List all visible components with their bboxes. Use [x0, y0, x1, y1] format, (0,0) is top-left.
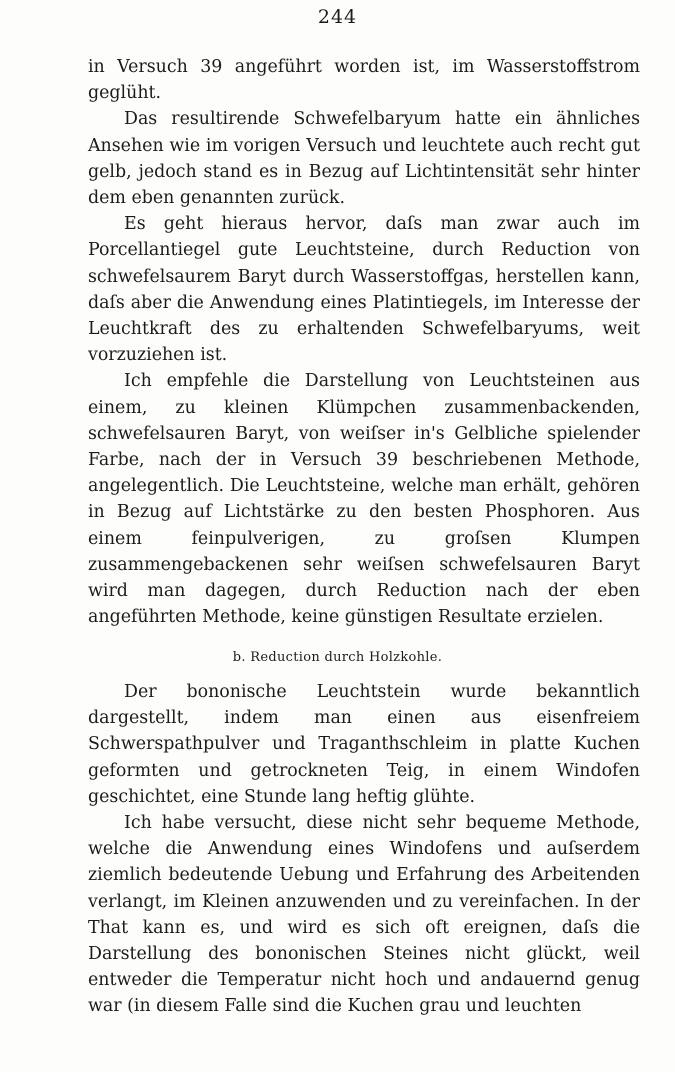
paragraph: Das resultirende Schwefelbaryum hatte ein ähnliches Ansehen wie im vorigen Versuch und leuchtete auch recht gut gelb, jedoch stand es in Bezug auf Lichtintensität sehr hinter dem eben genannten zurück.: [88, 109, 640, 209]
page-number: 244: [317, 6, 358, 28]
section-subheading: b. Reduction durch Holzkohle.: [232, 650, 443, 665]
paragraph: Ich habe versucht, diese nicht sehr bequeme Methode, welche die Anwendung eines Windofens und auſserdem ziemlich bedeutende Uebung und Erfahrung des Arbeitenden verlangt, im Kleinen anzuwenden und zu vereinfachen. In der That kann es, und wird es sich oft ereignen, daſs die Darstellung des bononischen Steines nicht glückt, weil entweder die Temperatur nicht hoch und andauernd genug war (in diesem Falle sind die Kuchen grau und leuchten: [88, 813, 640, 1017]
paragraph: Ich empfehle die Darstellung von Leuchtsteinen aus einem, zu kleinen Klümpchen zusammenbackenden, schwefelsauren Baryt, von weiſser in's Gelbliche spielender Farbe, nach der in Versuch 39 beschriebenen Methode, angelegentlich. Die Leuchtsteine, welche man erhält, gehören in Bezug auf Lichtstärke zu den besten Phosphoren. Aus einem feinpulverigen, zu groſsen Klumpen zusammengebackenen sehr weiſsen schwefelsauren Baryt wird man dagegen, durch Reduction nach der eben angeführten Methode, keine günstigen Resultate erzielen.: [88, 371, 640, 628]
paragraph: Der bononische Leuchtstein wurde bekanntlich dargestellt, indem man einen aus eisenfreiem Schwerspathpulver und Traganthschleim in platte Kuchen geformten und getrockneten Teig, in einem Windofen geschichtet, eine Stunde lang heftig glühte.: [88, 682, 640, 807]
text-section-two: [88, 679, 640, 1020]
paragraph: in Versuch 39 angeführt worden ist, im Wasserstoffstrom geglüht.: [88, 57, 640, 104]
text-section-one: [88, 54, 640, 630]
paragraph: Es geht hieraus hervor, daſs man zwar auch im Porcellantiegel gute Leuchtsteine, durch Reduction von schwefelsaurem Baryt durch Wasserstoffgas, herstellen kann, daſs aber die Anwendung eines Platintiegels, im Interesse der Leuchtkraft des zu erhaltenden Schwefelbaryums, weit vorzuziehen ist.: [88, 214, 640, 366]
